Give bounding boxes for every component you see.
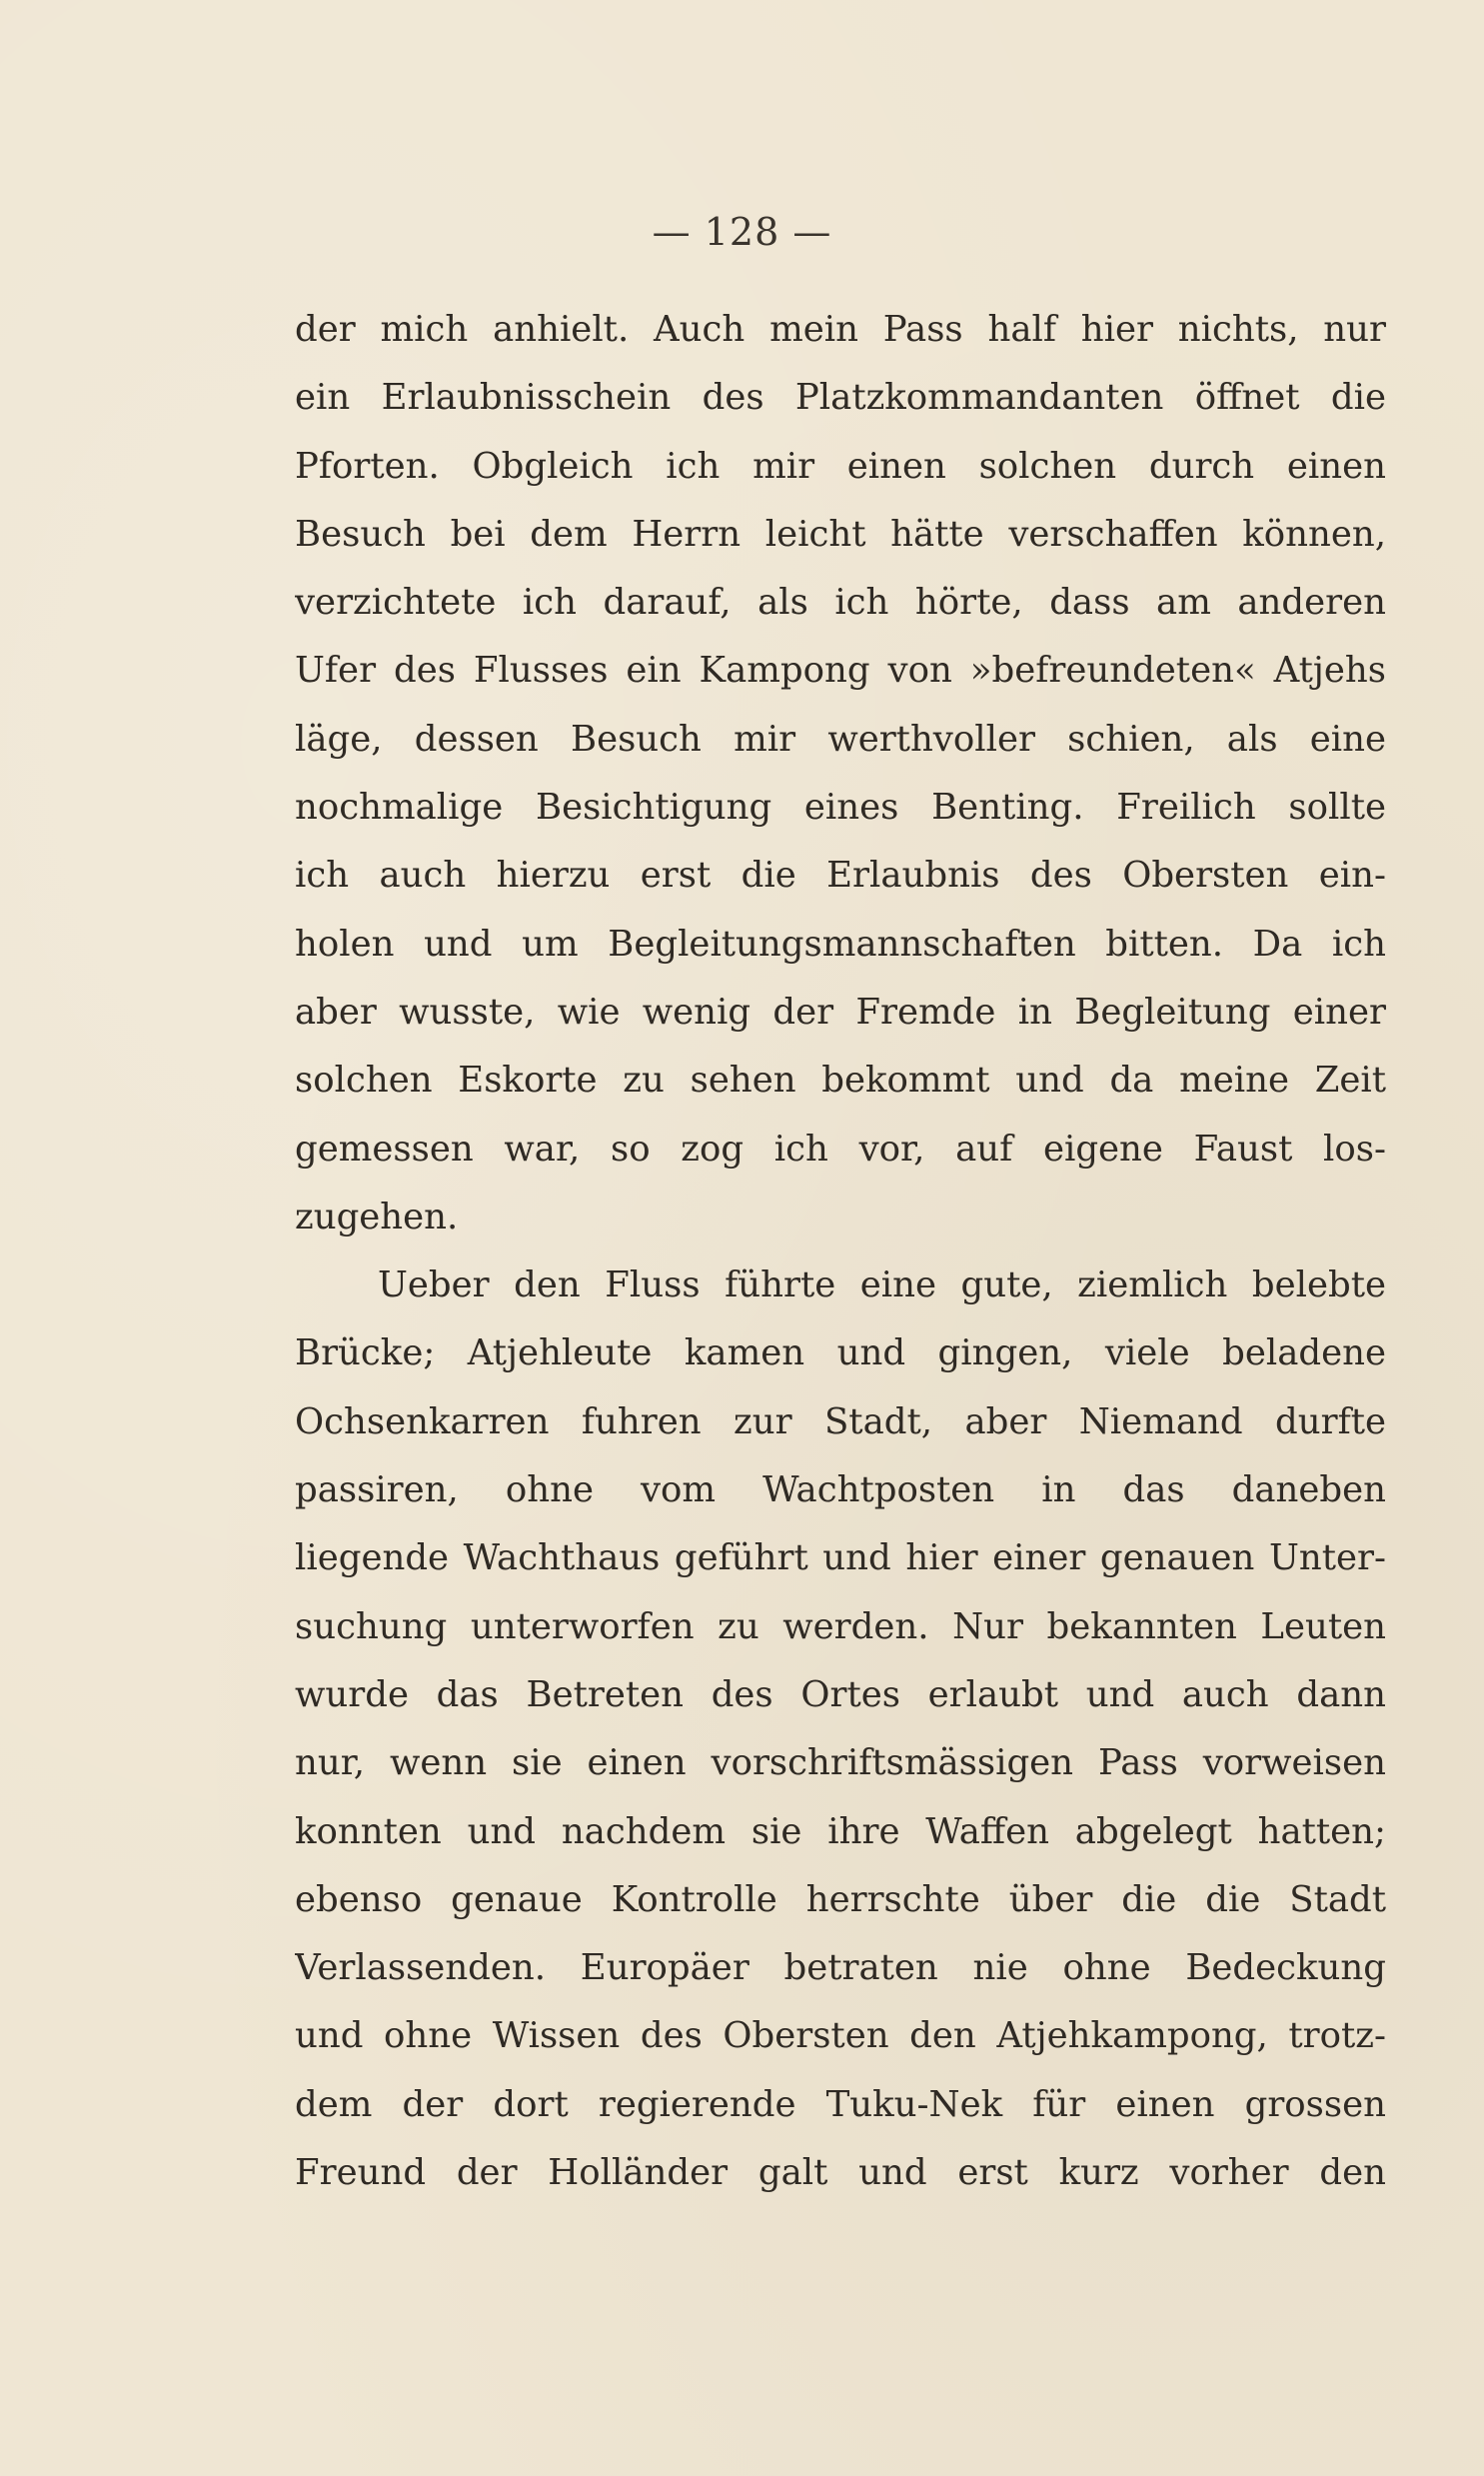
text-line: wurde das Betreten des Ortes erlaubt und auch dann [295, 1673, 1386, 1715]
text-line: holen und um Begleitungsmannschaften bitten. Da ich [295, 923, 1386, 965]
paragraph-2 [295, 1251, 1386, 2207]
text-line: Freund der Holländer galt und erst kurz vorher den [295, 2152, 1386, 2194]
text-line: passiren, ohne vom Wachtposten in das daneben [295, 1469, 1386, 1511]
text-line: läge, dessen Besuch mir werthvoller schien, als eine [295, 718, 1386, 760]
text-line: gemessen war, so zog ich vor, auf eigene Faust los- [295, 1128, 1386, 1170]
text-line: Pforten. Obgleich ich mir einen solchen durch einen [295, 445, 1386, 487]
text-line: nochmalige Besichtigung eines Benting. Freilich sollte [295, 787, 1386, 829]
text-line: solchen Eskorte zu sehen bekommt und da meine Zeit [295, 1060, 1386, 1102]
text-line: verzichtete ich darauf, als ich hörte, dass am anderen [295, 582, 1386, 624]
text-line: Brücke; Atjehleute kamen und gingen, viele beladene [295, 1332, 1386, 1374]
text-line: Verlassenden. Europäer betraten nie ohne Bedeckung [295, 1947, 1386, 1989]
text-block [295, 296, 1386, 2207]
text-line: Ueber den Fluss führte eine gute, ziemlich belebte [378, 1264, 1386, 1306]
text-line: ebenso genaue Kontrolle herrschte über die die Stadt [295, 1878, 1386, 1920]
text-line: liegende Wachthaus geführt und hier einer genauen Unter- [295, 1537, 1386, 1579]
paragraph-1 [295, 296, 1386, 1251]
text-line: nur, wenn sie einen vorschriftsmässigen Pass vorweisen [295, 1742, 1386, 1784]
text-line: suchung unterworfen zu werden. Nur bekannten Leuten [295, 1605, 1386, 1647]
text-line: und ohne Wissen des Obersten den Atjehkampong, trotz- [295, 2015, 1386, 2057]
page-number: — 128 — [652, 210, 832, 254]
text-line: der mich anhielt. Auch mein Pass half hier nichts, nur [295, 309, 1386, 350]
text-line: Besuch bei dem Herrn leicht hätte verschaffen können, [295, 513, 1386, 555]
text-line: Ufer des Flusses ein Kampong von »befreundeten« Atjehs [295, 650, 1386, 692]
text-line: ein Erlaubnisschein des Platzkommandanten öffnet die [295, 377, 1386, 419]
text-line: zugehen. [295, 1196, 459, 1238]
text-line: ich auch hierzu erst die Erlaubnis des Obersten ein- [295, 855, 1386, 897]
text-line: aber wusste, wie wenig der Fremde in Begleitung einer [295, 991, 1386, 1033]
text-line: dem der dort regierende Tuku-Nek für einen grossen [295, 2083, 1386, 2125]
text-line: konnten und nachdem sie ihre Waffen abgelegt hatten; [295, 1810, 1386, 1852]
text-line: Ochsenkarren fuhren zur Stadt, aber Niemand durfte [295, 1400, 1386, 1442]
